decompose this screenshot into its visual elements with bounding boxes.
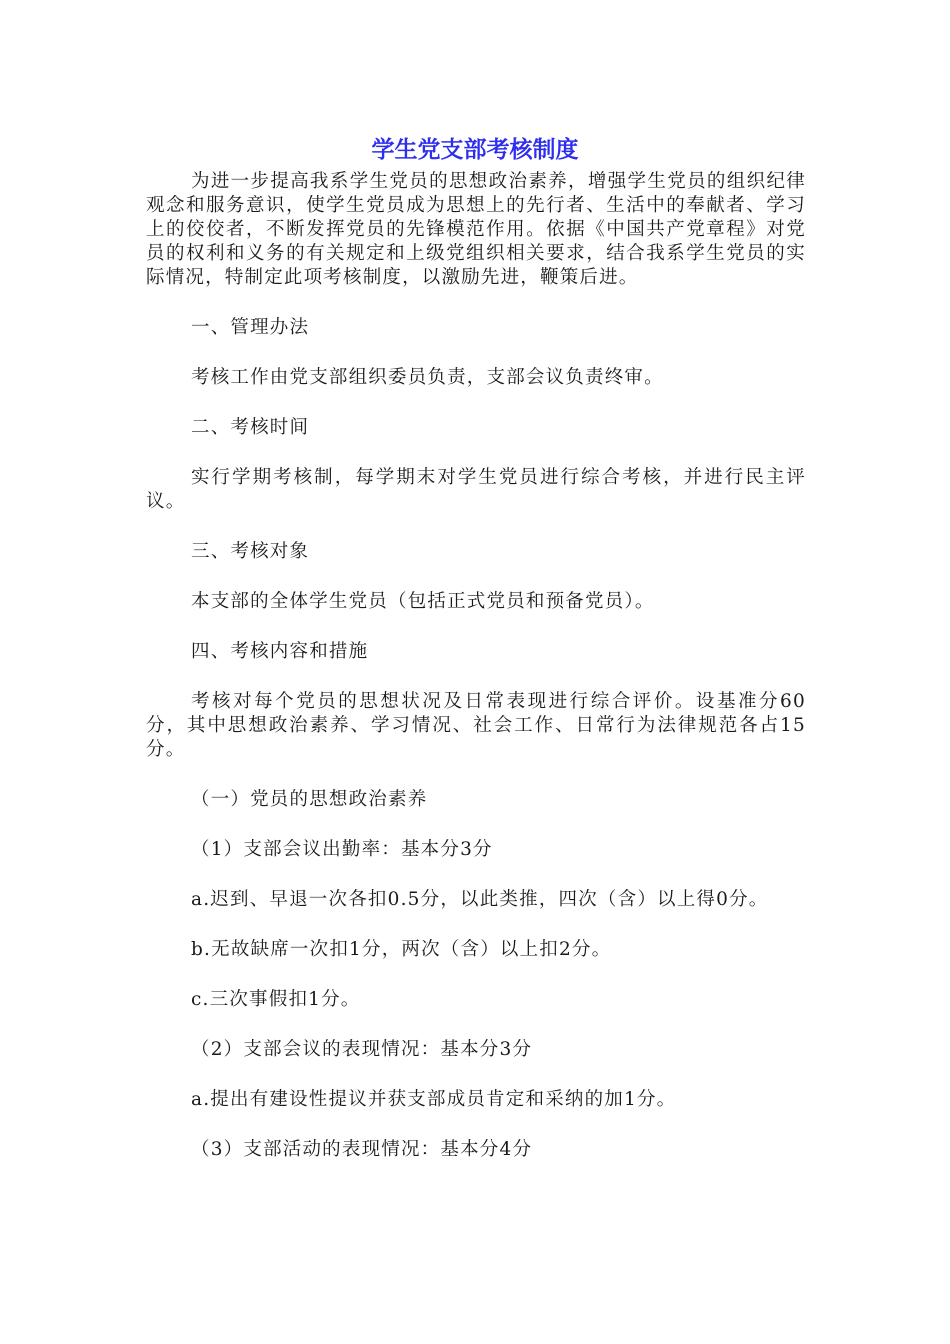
intro-paragraph: 为进一步提高我系学生党员的思想政治素养，增强学生党员的组织纪律观念和服务意识，使学生党员成为思想上的先行者、生活中的奉献者、学习上的佼佼者，不断发挥党员的先锋模范作用。依据《中国共产党章程》对党员的权利和义务的有关规定和上级党组织相关要求，结合我系学生党员的实际情况，特制定此项考核制度，以激励先进，鞭策后进。	[146, 171, 806, 288]
document-body	[146, 170, 806, 1162]
subsection-heading-political: （一）党员的思想政治素养	[191, 789, 428, 810]
paragraph-management: 考核工作由党支部组织委员负责，支部会议负责终审。	[191, 367, 664, 388]
section-heading-management: 一、管理办法	[191, 317, 310, 338]
section-heading-target: 三、考核对象	[191, 541, 310, 562]
item-activity-performance: （3）支部活动的表现情况：基本分4分	[191, 1139, 533, 1160]
section-heading-content: 四、考核内容和措施	[191, 641, 369, 662]
paragraph-time: 实行学期考核制，每学期末对学生党员进行综合考核，并进行民主评议。	[146, 467, 806, 512]
document-title: 学生党支部考核制度	[371, 137, 579, 163]
paragraph-target: 本支部的全体学生党员（包括正式党员和预备党员）。	[191, 591, 655, 612]
section-heading-time: 二、考核时间	[191, 417, 310, 438]
rule-personal-leave: c.三次事假扣1分。	[191, 989, 361, 1010]
item-attendance: （1）支部会议出勤率：基本分3分	[191, 839, 493, 860]
item-meeting-performance: （2）支部会议的表现情况：基本分3分	[191, 1039, 533, 1060]
rule-absence: b.无故缺席一次扣1分，两次（含）以上扣2分。	[191, 939, 612, 960]
rule-proposal-bonus: a.提出有建设性提议并获支部成员肯定和采纳的加1分。	[191, 1089, 677, 1110]
paragraph-content: 考核对每个党员的思想状况及日常表现进行综合评价。设基准分60分，其中思想政治素养、学习情况、社会工作、日常行为法律规范各占15分。	[146, 691, 806, 760]
rule-late-leave: a.迟到、早退一次各扣0.5分，以此类推，四次（含）以上得0分。	[191, 889, 769, 910]
